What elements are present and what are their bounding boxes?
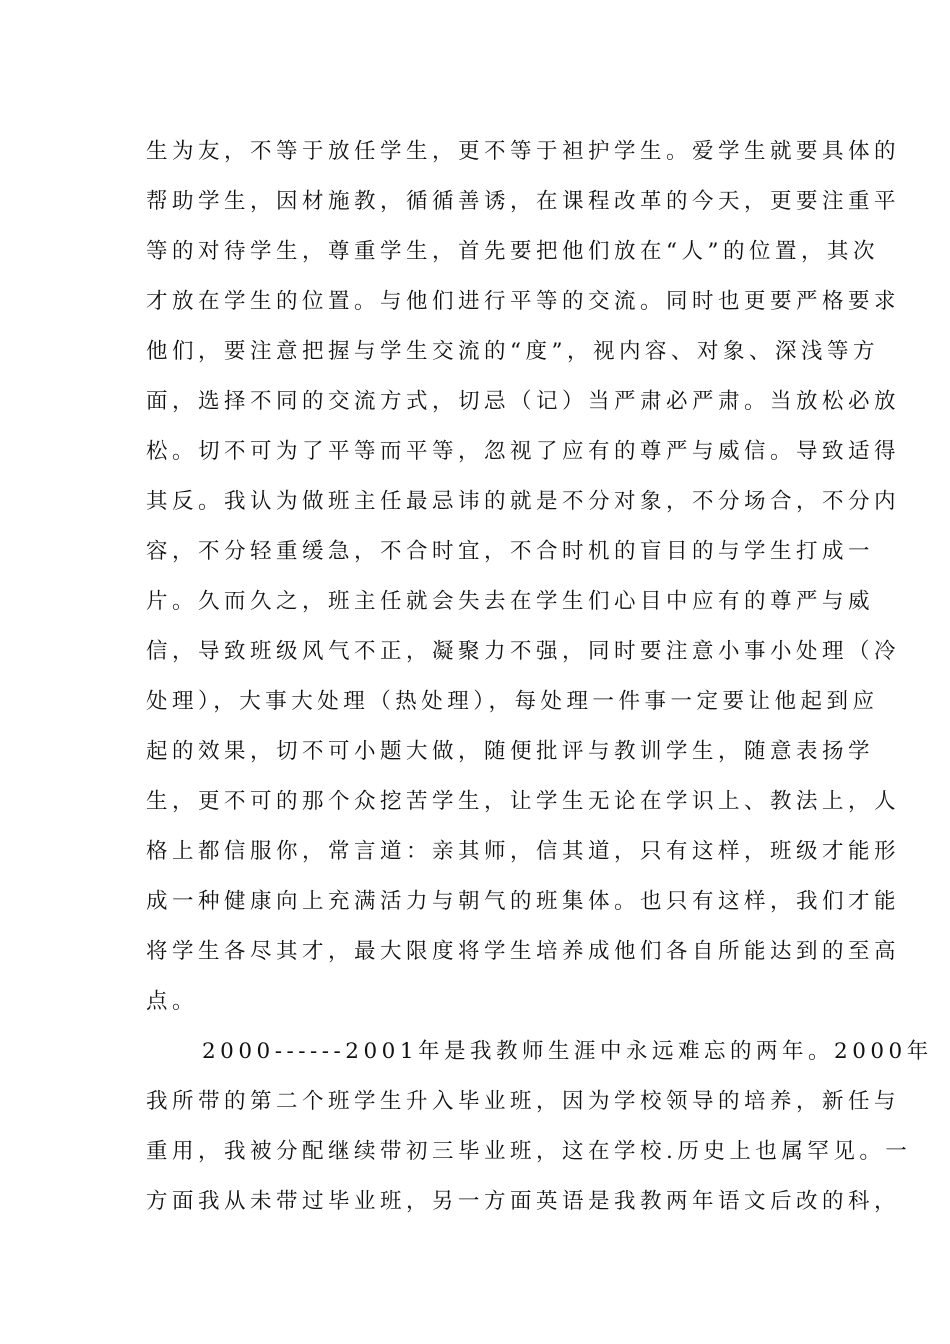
paragraph-1-line: 生，更不可的那个众挖苦学生，让学生无论在学识上、教法上，人 <box>146 789 901 814</box>
paragraph-1-line: 容，不分轻重缓急，不合时宜，不合时机的盲目的与学生打成一 <box>146 539 875 564</box>
paragraph-1 <box>146 133 901 1033</box>
paragraph-2 <box>146 1033 933 1233</box>
paragraph-1-line: 片。久而久之，班主任就会失去在学生们心目中应有的尊严与威 <box>146 589 875 614</box>
paragraph-1-line: 信，导致班级风气不正，凝聚力不强，同时要注意小事小处理（冷 <box>146 639 901 664</box>
paragraph-1-line: 其反。我认为做班主任最忌讳的就是不分对象，不分场合，不分内 <box>146 489 901 514</box>
paragraph-2-line: 方面我从未带过毕业班，另一方面英语是我教两年语文后改的科， <box>146 1189 901 1214</box>
paragraph-1-line: 点。 <box>146 989 199 1014</box>
paragraph-1-line: 面，选择不同的交流方式，切忌（记）当严肃必严肃。当放松必放 <box>146 389 901 414</box>
paragraph-1-line: 他们，要注意把握与学生交流的“度”，视内容、对象、深浅等方 <box>146 339 879 364</box>
paragraph-1-line: 生为友，不等于放任学生，更不等于袒护学生。爱学生就要具体的 <box>146 139 901 164</box>
paragraph-1-line: 起的效果，切不可小题大做，随便批评与教训学生，随意表扬学 <box>146 739 875 764</box>
paragraph-1-line: 才放在学生的位置。与他们进行平等的交流。同时也更要严格要求 <box>146 289 901 314</box>
paragraph-1-line: 将学生各尽其才，最大限度将学生培养成他们各自所能达到的至高 <box>146 939 901 964</box>
paragraph-2-line: 重用，我被分配继续带初三毕业班，这在学校.历史上也属罕见。一 <box>146 1139 912 1164</box>
paragraph-2-line: 我所带的第二个班学生升入毕业班，因为学校领导的培养，新任与 <box>146 1089 901 1114</box>
document-body <box>146 133 933 1233</box>
paragraph-2-line: 2000------2001年是我教师生涯中永远难忘的两年。2000年 <box>202 1039 933 1064</box>
paragraph-1-line: 帮助学生，因材施教，循循善诱，在课程改革的今天，更要注重平 <box>146 189 901 214</box>
paragraph-1-line: 格上都信服你，常言道：亲其师，信其道，只有这样，班级才能形 <box>146 839 901 864</box>
paragraph-1-line: 成一种健康向上充满活力与朝气的班集体。也只有这样，我们才能 <box>146 889 901 914</box>
paragraph-1-line: 处理），大事大处理（热处理），每处理一件事一定要让他起到应 <box>146 689 879 714</box>
paragraph-1-line: 等的对待学生，尊重学生，首先要把他们放在“人”的位置，其次 <box>146 239 879 264</box>
paragraph-1-line: 松。切不可为了平等而平等，忽视了应有的尊严与威信。导致适得 <box>146 439 901 464</box>
